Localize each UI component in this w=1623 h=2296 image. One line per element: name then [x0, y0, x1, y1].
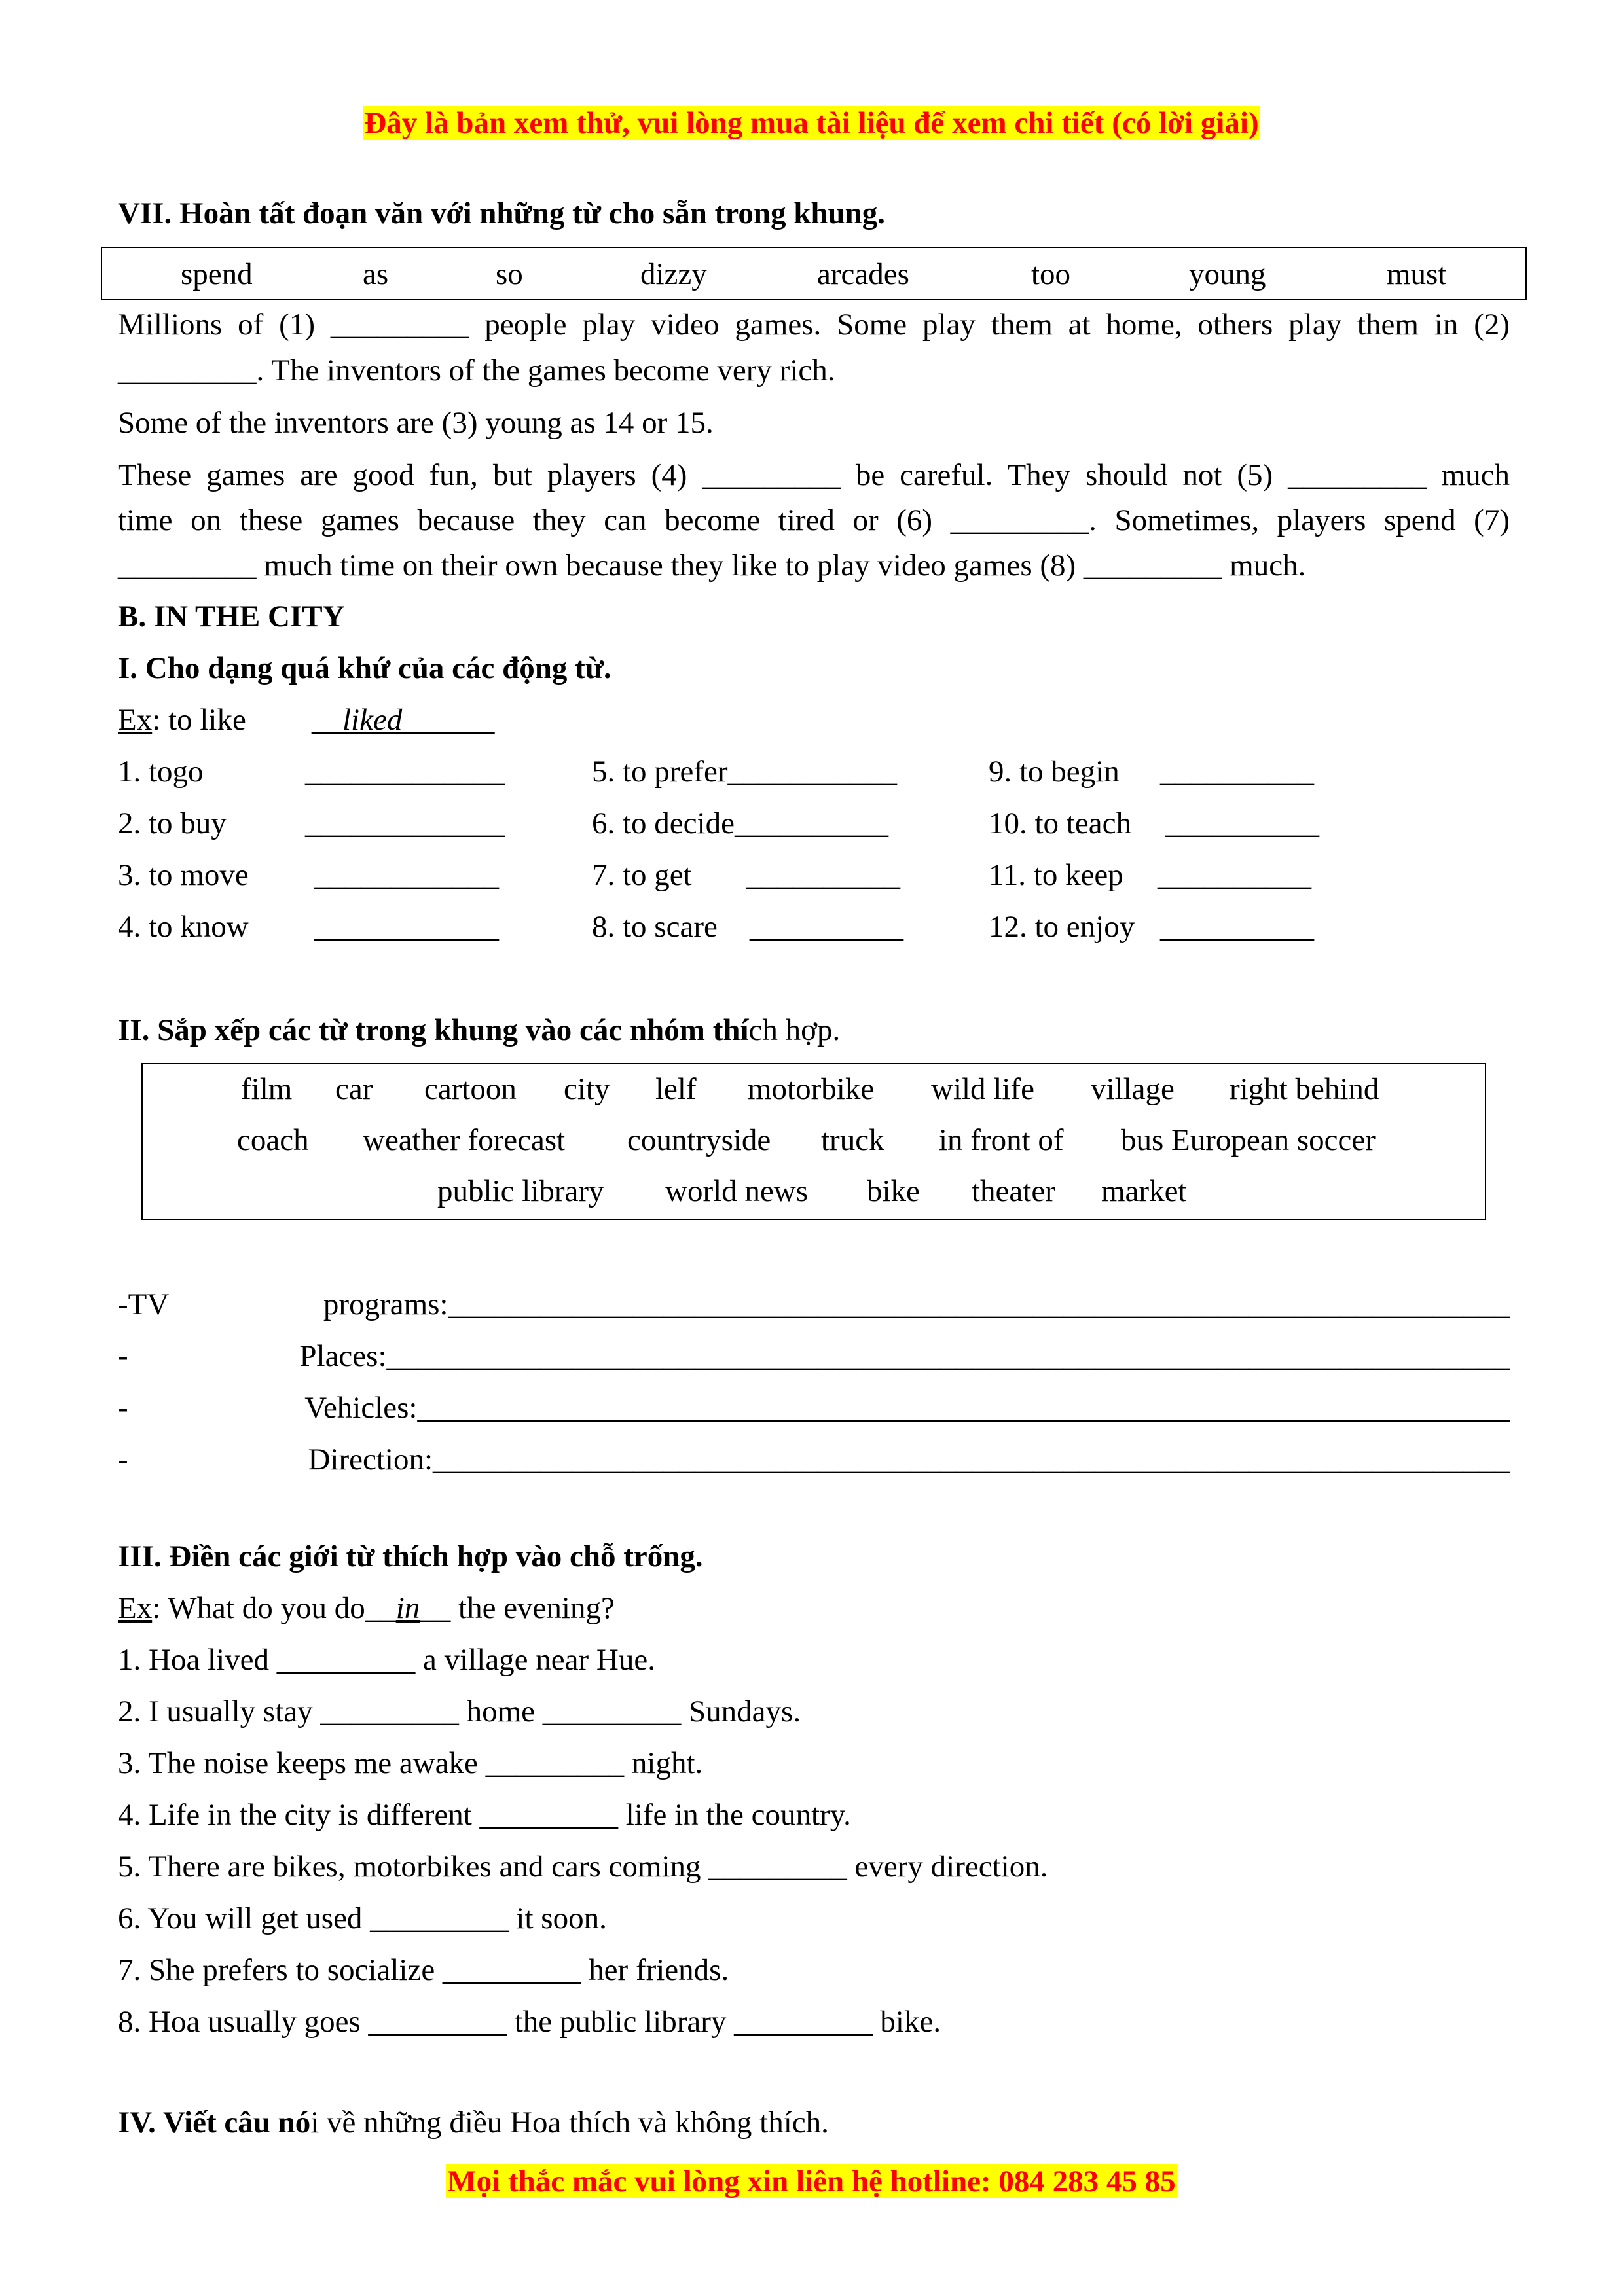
verb-item: 10. to teach	[989, 806, 1131, 840]
example-text: : What do you do	[152, 1591, 365, 1625]
example-end: the evening?	[450, 1591, 615, 1625]
footer-banner	[0, 2163, 1623, 2200]
verb-item: 1. togo	[118, 755, 204, 789]
paragraph-line: Some of the inventors are (3) young as 14 or 15.	[118, 406, 714, 440]
word-box-item: village	[1091, 1072, 1175, 1106]
answer-text: liked	[342, 703, 403, 737]
paragraph-line: _________ much time on their own because they like to play video games (8) _________ much.	[118, 548, 1306, 583]
answer-blank: __	[420, 1591, 451, 1625]
exercise-item: 1. Hoa lived _________ a village near Hue.	[118, 1643, 655, 1677]
word-box-item: car	[335, 1072, 373, 1106]
word-box-item: film	[241, 1072, 293, 1106]
word-box-item: coach	[237, 1123, 309, 1157]
verb-blank: __________	[746, 858, 900, 892]
word-box-item: countryside	[627, 1123, 771, 1157]
group-line-tv: -TV programs:_____________________________________________________________________	[118, 1287, 1510, 1321]
verb-item: 4. to know	[118, 910, 249, 944]
word-box-item: as	[363, 257, 389, 291]
word-box-item: world news	[665, 1174, 808, 1208]
verb-item: 9. to begin	[989, 755, 1120, 789]
verb-item: 12. to enjoy	[989, 910, 1135, 944]
answer-text: in	[395, 1591, 420, 1625]
exercise-item: 3. The noise keeps me awake _________ night.	[118, 1746, 703, 1780]
part-i-title: I. Cho dạng quá khứ của các động từ.	[118, 651, 611, 685]
verb-blank: ____________	[314, 858, 499, 892]
verb-blank: __________	[750, 910, 903, 944]
word-box-item: must	[1387, 257, 1447, 291]
verb-blank: __________	[1158, 858, 1311, 892]
word-box-item: too	[1031, 257, 1071, 291]
paragraph-line: Millions of (1) _________ people play video games. Some play them at home, others play them in (2)	[118, 308, 1510, 342]
word-box-ii	[141, 1063, 1486, 1220]
title-rest: i về những điều Hoa thích và không thích.	[310, 2106, 829, 2140]
answer-blank: __	[312, 703, 342, 737]
word-box-item: wild life	[931, 1072, 1034, 1106]
title-rest: ch hợp.	[748, 1013, 841, 1047]
example-answer	[312, 702, 494, 738]
paragraph-line: _________. The inventors of the games become very rich.	[118, 353, 835, 387]
part-iii-title: III. Điền các giới từ thích hợp vào chỗ trống.	[118, 1539, 703, 1573]
word-box-vii	[101, 247, 1527, 300]
exercise-item: 7. She prefers to socialize _________ her friends.	[118, 1953, 729, 1987]
verb-item: 11. to keep	[989, 858, 1123, 892]
exercise-item: 2. I usually stay _________ home _________ Sundays.	[118, 1695, 801, 1729]
part-iii-example	[118, 1590, 615, 1626]
title-bold: II. Sắp xếp các từ trong khung vào các nhóm thí	[118, 1013, 749, 1047]
section-vii-title: VII. Hoàn tất đoạn văn với những từ cho sẵn trong khung.	[118, 196, 886, 230]
part-ii-title	[118, 1012, 840, 1049]
verb-blank: _____________	[305, 755, 505, 789]
preview-notice: Đây là bản xem thử, vui lòng mua tài liệu để xem chi tiết (có lời giải)	[364, 106, 1259, 140]
word-box-item: weather forecast	[363, 1123, 566, 1157]
verb-blank: _____________	[305, 806, 505, 840]
group-line-places: - Places:_________________________________________________________________________	[118, 1339, 1510, 1373]
word-box-item: spend	[181, 257, 253, 291]
verb-blank: __________	[1165, 806, 1319, 840]
part-i-example	[118, 702, 246, 738]
verb-blank: __________	[1160, 755, 1314, 789]
section-b-title: B. IN THE CITY	[118, 600, 345, 634]
word-box-item: arcades	[817, 257, 909, 291]
word-box-item: lelf	[655, 1072, 697, 1106]
verb-item: 5. to prefer___________	[592, 755, 897, 789]
example-label: Ex	[118, 1591, 153, 1625]
word-box-item: bike	[867, 1174, 920, 1208]
verb-item: 7. to get	[592, 858, 692, 892]
header-banner	[0, 105, 1623, 141]
verb-item: 6. to decide__________	[592, 806, 888, 840]
verb-item: 2. to buy	[118, 806, 227, 840]
word-box-item: motorbike	[748, 1072, 875, 1106]
exercise-item: 6. You will get used _________ it soon.	[118, 1901, 607, 1935]
word-box-item: theater	[972, 1174, 1055, 1208]
word-box-item: so	[496, 257, 523, 291]
verb-item: 3. to move	[118, 858, 249, 892]
exercise-item: 8. Hoa usually goes _________ the public library _________ bike.	[118, 2005, 941, 2039]
verb-blank: __________	[1160, 910, 1314, 944]
group-line-direction: - Direction:______________________________________________________________________	[118, 1443, 1510, 1477]
title-bold: IV. Viết câu nó	[118, 2106, 311, 2140]
word-box-item: truck	[821, 1123, 884, 1157]
paragraph-line: These games are good fun, but players (4) _________ be careful. They should not (5) _________ much	[118, 458, 1510, 492]
word-box-item: bus European soccer	[1121, 1123, 1376, 1157]
paragraph-line: time on these games because they can become tired or (6) _________. Sometimes, players spend (7)	[118, 503, 1510, 537]
word-box-item: city	[564, 1072, 610, 1106]
word-box-item: public library	[437, 1174, 604, 1208]
verb-item: 8. to scare	[592, 910, 718, 944]
word-box-item: dizzy	[640, 257, 707, 291]
hotline-notice: Mọi thắc mắc vui lòng xin liên hệ hotline: 084 283 45 85	[447, 2164, 1176, 2198]
word-box-item: market	[1101, 1174, 1187, 1208]
word-box-item: cartoon	[424, 1072, 517, 1106]
verb-blank: ____________	[314, 910, 499, 944]
word-box-item: right behind	[1230, 1072, 1379, 1106]
exercise-item: 5. There are bikes, motorbikes and cars coming _________ every direction.	[118, 1850, 1048, 1884]
answer-blank: __	[365, 1591, 396, 1625]
exercise-item: 4. Life in the city is different _________ life in the country.	[118, 1798, 851, 1832]
word-box-item: in front of	[939, 1123, 1064, 1157]
group-line-vehicles: - Vehicles:_______________________________________________________________________	[118, 1391, 1510, 1425]
part-iv-title	[118, 2104, 829, 2141]
example-label: Ex	[118, 703, 153, 737]
answer-blank: ______	[402, 703, 495, 737]
example-text: : to like	[152, 703, 246, 737]
word-box-item: young	[1189, 257, 1266, 291]
